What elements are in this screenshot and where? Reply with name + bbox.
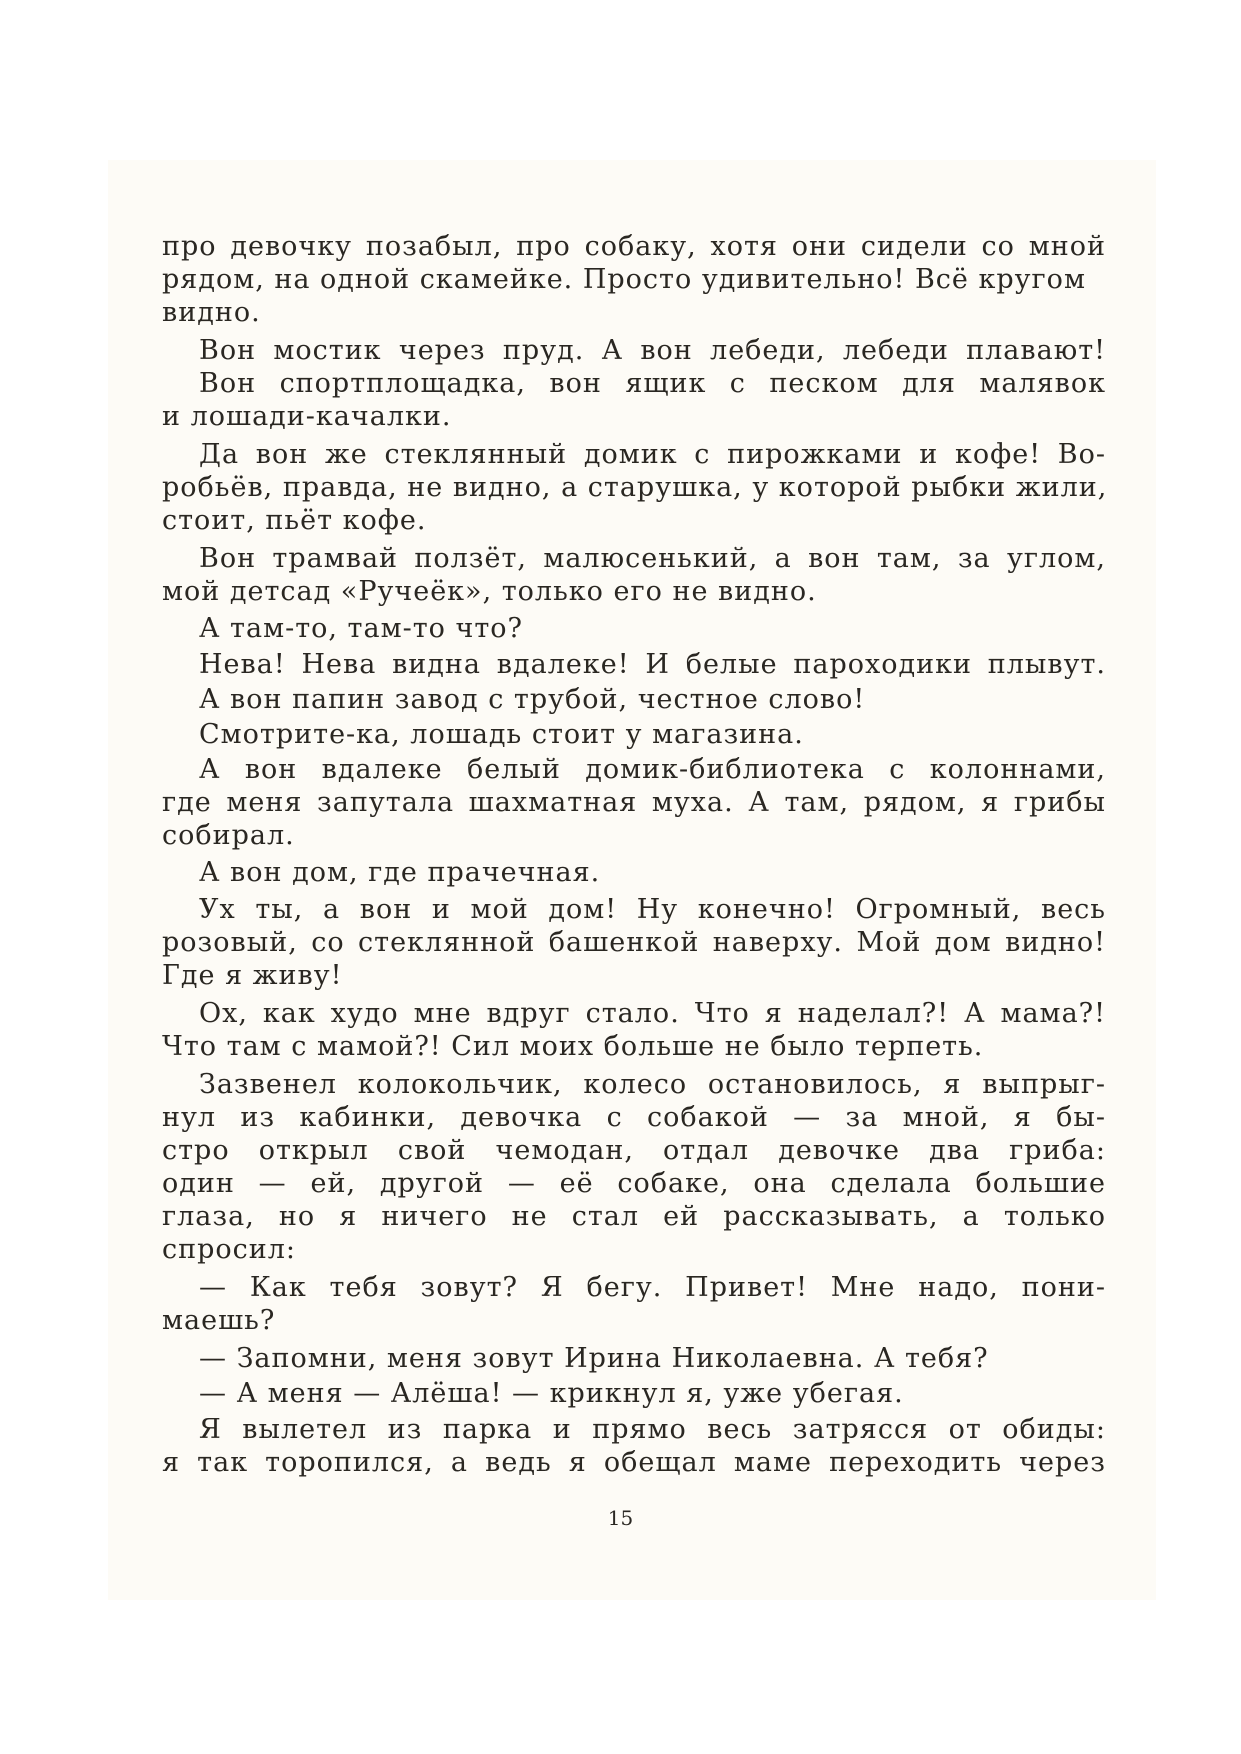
text-line: Что там с мамой?! Сил моих больше не было терпеть. xyxy=(162,1031,984,1062)
text-line: розовый, со стеклянной башенкой наверху. Мой дом видно! xyxy=(162,927,1106,958)
text-line: робьёв, правда, не видно, а старушка, у которой рыбки жили, xyxy=(162,472,1108,503)
text-line: рядом, на одной скамейке. Просто удивительно! Всё кругом xyxy=(162,264,1086,295)
text-line: Вон трамвай ползёт, малюсенький, а вон там, за углом, xyxy=(199,543,1106,574)
text-line: Ух ты, а вон и мой дом! Ну конечно! Огромный, весь xyxy=(199,894,1106,925)
text-line: маешь? xyxy=(162,1305,276,1336)
text-line: стоит, пьёт кофе. xyxy=(162,505,427,536)
text-line: мой детсад «Ручеёк», только его не видно. xyxy=(162,576,817,607)
text-line: нул из кабинки, девочка с собакой — за мной, я бы- xyxy=(162,1102,1106,1133)
text-line: Нева! Нева видна вдалеке! И белые пароходики плывут. xyxy=(199,649,1106,680)
text-line: А там-то, там-то что? xyxy=(199,613,523,644)
text-line: Вон спортплощадка, вон ящик с песком для малявок xyxy=(199,368,1106,399)
text-line: стро открыл свой чемодан, отдал девочке два гриба: xyxy=(162,1135,1106,1166)
text-line: видно. xyxy=(162,297,261,328)
text-line: — Как тебя зовут? Я бегу. Привет! Мне надо, пони- xyxy=(199,1272,1106,1303)
text-line: Я вылетел из парка и прямо весь затрясся от обиды: xyxy=(199,1414,1106,1445)
text-line: собирал. xyxy=(162,820,295,851)
text-line: А вон вдалеке белый домик-библиотека с колоннами, xyxy=(199,754,1106,785)
page-number: 15 xyxy=(607,1506,634,1530)
text-line: — Запомни, меня зовут Ирина Николаевна. А тебя? xyxy=(199,1343,989,1374)
text-line: А вон папин завод с трубой, честное слово! xyxy=(199,684,866,715)
text-line: — А меня — Алёша! — крикнул я, уже убегая. xyxy=(199,1378,904,1409)
text-line: где меня запутала шахматная муха. А там, рядом, я грибы xyxy=(162,787,1106,818)
text-line: и лошади-качалки. xyxy=(162,401,452,432)
text-line: я так торопился, а ведь я обещал маме переходить через xyxy=(162,1447,1106,1478)
text-line: А вон дом, где прачечная. xyxy=(199,857,601,888)
text-line: спросил: xyxy=(162,1234,297,1265)
text-line: Вон мостик через пруд. А вон лебеди, лебеди плавают! xyxy=(199,335,1106,366)
text-line: глаза, но я ничего не стал ей рассказывать, а только xyxy=(162,1201,1106,1232)
text-line: один — ей, другой — её собаке, она сделала большие xyxy=(162,1168,1106,1199)
text-line: Где я живу! xyxy=(162,960,343,991)
text-line: про девочку позабыл, про собаку, хотя они сидели со мной xyxy=(162,231,1106,262)
text-line: Ох, как худо мне вдруг стало. Что я наделал?! А мама?! xyxy=(199,998,1106,1029)
text-line: Да вон же стеклянный домик с пирожками и кофе! Во- xyxy=(199,439,1106,470)
text-line: Зазвенел колокольчик, колесо остановилось, я выпрыг- xyxy=(199,1069,1106,1100)
text-line: Смотрите-ка, лошадь стоит у магазина. xyxy=(199,719,804,750)
